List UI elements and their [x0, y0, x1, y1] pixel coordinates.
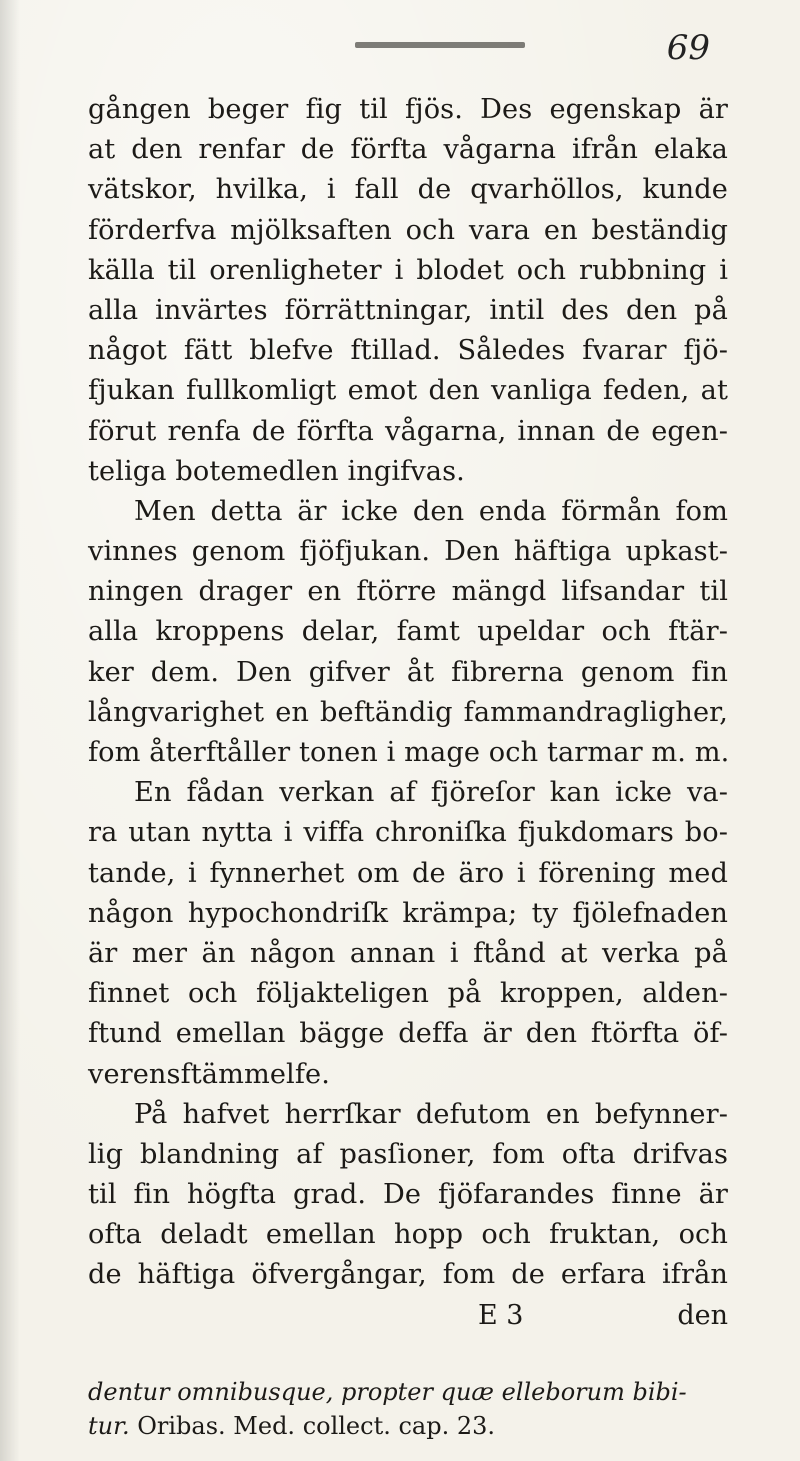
text-line: at den renfar de förfta vågarna ifrån elaka [88, 134, 728, 166]
text-line: finnet och följakteligen på kroppen, alden- [88, 978, 728, 1010]
text-line: teliga botemedlen ingifvas. [88, 455, 465, 487]
text-line: gången beger fig til fjös. Des egenskap är [88, 94, 728, 125]
text-line: ra utan nytta i viffa chroniſka fjukdomars bo- [88, 817, 728, 849]
text-line: ker dem. Den gifver åt fibrerna genom fin [88, 656, 728, 688]
text-line: alla kroppens delar, famt upeldar och ftär- [88, 616, 728, 648]
signature-mark: E 3 [478, 1299, 524, 1331]
text-line: förderfva mjölksaften och vara en beständig [88, 214, 728, 246]
catchword: den [677, 1299, 728, 1331]
text-line: verensftämmelfe. [88, 1058, 330, 1090]
footnote-latin: dentur omnibusque, propter quæ elleborum bibi- [88, 1378, 687, 1406]
header-ornament [355, 42, 525, 48]
text-line: ftund emellan bägge deffa är den ftörfta öf- [88, 1018, 728, 1050]
footnote [88, 1375, 728, 1443]
text-line: förut renfa de förfta vågarna, innan de egen- [88, 415, 728, 447]
text-line: lig blandning af pasſioner, fom ofta drifvas [88, 1138, 728, 1170]
text-line: En fådan verkan af fjöreſor kan icke va- [134, 777, 728, 809]
text-line: fom återftåller tonen i mage och tarmar m. m. [88, 737, 730, 768]
text-line: Men detta är icke den enda förmån fom [134, 495, 728, 527]
text-line: vinnes genom fjöfjukan. Den häftiga upkast- [88, 536, 728, 568]
footnote-line [88, 1375, 728, 1409]
text-line: fjukan fullkomligt emot den vanliga feden, at [88, 375, 728, 407]
footnote-line [88, 1409, 728, 1443]
text-line: källa til orenligheter i blodet och rubbning i [88, 254, 728, 286]
text-line: tande, i fynnerhet om de äro i förening med [88, 857, 728, 889]
text-line: til fin högfta grad. De fjöfarandes finne är [88, 1179, 728, 1211]
text-line: något fätt blefve ftillad. Således fvarar fjö- [88, 335, 728, 367]
text-line: någon hypochondriſk krämpa; ty fjölefnaden [88, 897, 728, 929]
gutter-shadow [0, 0, 20, 1461]
text-line: de häftiga öfvergångar, fom de erfara ifrån [88, 1259, 728, 1291]
text-line: vätskor, hvilka, i fall de qvarhöllos, kunde [88, 174, 728, 206]
body-text [88, 90, 728, 1336]
text-line: är mer än någon annan i ftånd at verka på [88, 937, 728, 969]
footnote-source: Oribas. Med. collect. cap. 23. [137, 1412, 496, 1440]
text-line: ningen drager en ftörre mängd lifsandar til [88, 576, 728, 608]
text-line: långvarighet en beftändig fammandragligher, [88, 696, 728, 728]
text-line: På hafvet herrſkar defutom en befynner- [134, 1098, 728, 1130]
text-line: ofta deladt emellan hopp och fruktan, och [88, 1219, 728, 1251]
footnote-latin-end: tur. [88, 1412, 130, 1440]
text-line: alla invärtes förrättningar, intil des den på [88, 294, 728, 326]
signature-row [88, 1296, 728, 1336]
page-number: 69 [666, 28, 710, 68]
